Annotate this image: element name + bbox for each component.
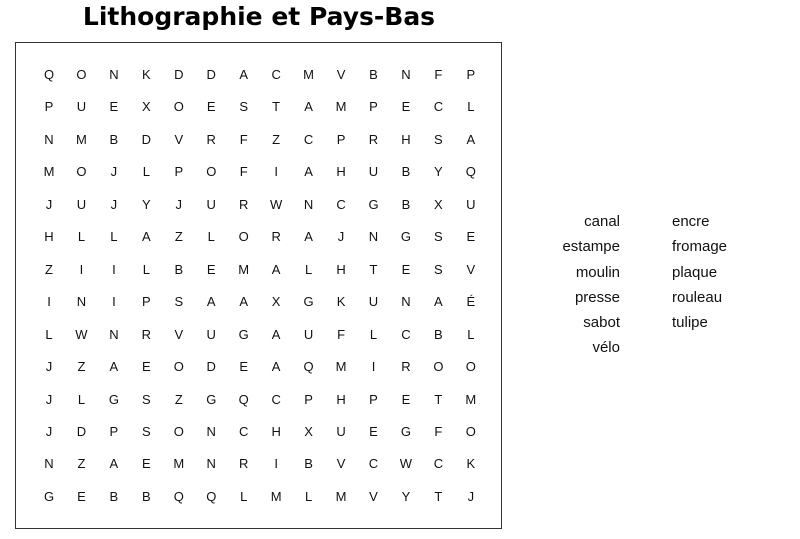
grid-letter[interactable]: I — [79, 261, 84, 277]
grid-letter[interactable]: L — [304, 488, 313, 504]
grid-letter[interactable]: K — [466, 456, 476, 472]
word-list-item: vélo — [592, 339, 620, 357]
grid-letter[interactable]: O — [76, 164, 87, 180]
grid-letter[interactable]: R — [238, 456, 249, 472]
grid-letter[interactable]: S — [142, 423, 151, 439]
grid-letter[interactable]: V — [336, 456, 346, 472]
grid-letter[interactable]: M — [303, 67, 315, 82]
grid-letter[interactable]: E — [369, 423, 378, 439]
grid-letter[interactable]: Y — [401, 488, 411, 504]
grid-letter[interactable]: C — [303, 131, 314, 147]
grid-letter[interactable]: U — [336, 423, 346, 439]
grid-letter[interactable]: G — [43, 488, 55, 504]
grid-letter[interactable]: P — [142, 294, 151, 310]
grid-letter[interactable]: M — [335, 359, 347, 375]
grid-letter[interactable]: O — [76, 67, 87, 82]
grid-letter[interactable]: X — [271, 294, 281, 310]
grid-letter[interactable]: A — [304, 229, 313, 245]
grid-letter[interactable]: M — [270, 488, 282, 504]
grid-letter[interactable]: G — [303, 294, 314, 310]
grid-letter[interactable]: S — [239, 99, 249, 115]
grid-letter[interactable]: Y — [434, 164, 443, 180]
grid-letter[interactable]: R — [206, 131, 216, 147]
grid-letter[interactable]: O — [173, 99, 184, 115]
grid-letter[interactable]: E — [401, 99, 411, 115]
grid-letter[interactable]: N — [401, 67, 411, 82]
word-list-item: moulin — [575, 263, 620, 281]
grid-letter[interactable]: D — [141, 131, 152, 147]
grid-letter[interactable]: Q — [238, 391, 249, 407]
grid-letter[interactable]: B — [174, 261, 184, 277]
grid-letter[interactable]: L — [142, 164, 150, 180]
grid-letter[interactable]: C — [336, 196, 346, 212]
grid-letter[interactable]: P — [369, 391, 378, 407]
grid-letter[interactable]: E — [77, 488, 86, 504]
grid-letter[interactable]: J — [45, 391, 53, 407]
grid-letter[interactable]: Q — [206, 488, 217, 504]
grid-letter[interactable]: N — [109, 67, 119, 82]
grid-letter[interactable]: F — [434, 67, 443, 82]
grid-letter[interactable]: Z — [174, 391, 183, 407]
grid-letter[interactable]: L — [77, 391, 86, 407]
grid-letter[interactable]: E — [142, 359, 151, 375]
grid-letter[interactable]: C — [433, 99, 444, 115]
grid-letter[interactable]: E — [401, 261, 411, 277]
grid-letter[interactable]: P — [174, 164, 184, 180]
grid-letter[interactable]: X — [434, 196, 443, 212]
grid-letter[interactable]: C — [271, 391, 281, 407]
grid-letter[interactable]: L — [45, 326, 53, 342]
grid-letter[interactable]: D — [206, 67, 216, 82]
grid-letter[interactable]: R — [141, 326, 152, 342]
grid-letter[interactable]: O — [433, 359, 444, 375]
grid-letter[interactable]: A — [239, 294, 249, 310]
grid-letter[interactable]: N — [206, 423, 216, 439]
grid-letter[interactable]: N — [303, 196, 314, 212]
grid-letter[interactable]: H — [336, 164, 346, 180]
grid-letter[interactable]: T — [434, 488, 443, 504]
grid-letter[interactable]: R — [401, 359, 411, 375]
grid-letter[interactable]: N — [368, 229, 379, 245]
grid-letter[interactable]: I — [112, 261, 116, 277]
word-list-item: sabot — [583, 314, 620, 332]
grid-letter[interactable]: U — [368, 294, 379, 310]
grid-letter[interactable]: H — [336, 391, 346, 407]
grid-letter[interactable]: H — [401, 131, 411, 147]
grid-letter[interactable]: Z — [45, 261, 53, 277]
grid-letter[interactable]: F — [239, 164, 248, 180]
grid-letter[interactable]: B — [401, 164, 411, 180]
grid-letter[interactable]: X — [142, 99, 151, 115]
grid-letter[interactable]: U — [206, 196, 216, 212]
grid-letter[interactable]: N — [401, 294, 411, 310]
grid-letter[interactable]: H — [336, 261, 346, 277]
grid-letter[interactable]: L — [110, 229, 118, 245]
grid-letter[interactable]: B — [109, 131, 119, 147]
grid-letter[interactable]: P — [109, 423, 119, 439]
grid-letter[interactable]: A — [304, 99, 313, 115]
grid-letter[interactable]: W — [399, 456, 413, 472]
grid-letter[interactable]: L — [467, 99, 475, 115]
word-list-item: presse — [574, 288, 620, 306]
grid-letter[interactable]: M — [335, 488, 347, 504]
grid-letter[interactable]: V — [369, 488, 378, 504]
grid-letter[interactable]: G — [238, 326, 249, 342]
grid-letter[interactable]: J — [467, 488, 475, 504]
grid-letter[interactable]: S — [434, 131, 443, 147]
grid-letter[interactable]: A — [109, 456, 119, 472]
grid-letter[interactable]: O — [206, 164, 217, 180]
grid-letter[interactable]: Z — [77, 359, 86, 375]
grid-letter[interactable]: F — [239, 131, 248, 147]
word-list-left — [562, 212, 620, 364]
grid-letter[interactable]: K — [142, 67, 151, 82]
grid-letter[interactable]: U — [466, 196, 476, 212]
grid-letter[interactable]: C — [238, 423, 249, 439]
word-list-item: tulipe — [672, 314, 708, 332]
grid-letter[interactable]: S — [434, 261, 443, 277]
grid-letter[interactable]: L — [77, 229, 86, 245]
grid-letter[interactable]: A — [434, 294, 443, 310]
grid-letter[interactable]: E — [239, 359, 249, 375]
grid-letter[interactable]: H — [271, 423, 281, 439]
word-list-right — [672, 212, 727, 338]
grid-letter[interactable]: F — [434, 423, 443, 439]
grid-letter[interactable]: C — [401, 326, 411, 342]
grid-letter[interactable]: D — [76, 423, 87, 439]
grid-letter[interactable]: T — [369, 261, 378, 277]
grid-letter[interactable]: P — [336, 131, 346, 147]
grid-letter[interactable]: I — [274, 456, 278, 472]
puzzle-title: Lithographie et Pays-Bas — [82, 2, 436, 31]
grid-letter[interactable]: B — [142, 488, 151, 504]
grid-letter[interactable]: J — [45, 423, 53, 439]
grid-letter[interactable]: A — [271, 359, 281, 375]
grid-letter[interactable]: W — [270, 196, 283, 212]
grid-letter[interactable]: U — [303, 326, 314, 342]
grid-letter[interactable]: P — [44, 99, 54, 115]
grid-letter[interactable]: I — [47, 294, 51, 310]
grid-letter[interactable]: U — [76, 196, 87, 212]
grid-letter[interactable]: M — [43, 164, 55, 180]
grid-letter[interactable]: G — [400, 423, 411, 439]
grid-letter[interactable]: Y — [142, 196, 151, 212]
word-list-item: canal — [584, 213, 620, 230]
grid-letter[interactable]: D — [206, 359, 216, 375]
grid-letter[interactable]: A — [109, 359, 119, 375]
grid-letter[interactable]: O — [465, 359, 476, 375]
grid-letter[interactable]: T — [272, 99, 281, 115]
grid-letter[interactable]: Q — [465, 164, 476, 180]
grid-letter[interactable]: R — [368, 131, 379, 147]
grid-letter[interactable]: V — [174, 326, 184, 342]
grid-letter[interactable]: B — [401, 196, 411, 212]
grid-letter[interactable]: É — [466, 294, 476, 310]
grid-letter[interactable]: M — [173, 456, 185, 472]
grid-letter[interactable]: Q — [173, 488, 184, 504]
grid-letter[interactable]: E — [206, 99, 216, 115]
grid-letter[interactable]: G — [206, 391, 217, 407]
grid-letter[interactable]: A — [206, 294, 216, 310]
grid-letter[interactable]: B — [304, 456, 313, 472]
grid-letter[interactable]: E — [401, 391, 411, 407]
grid-letter[interactable]: J — [45, 359, 53, 375]
grid-letter[interactable]: Q — [303, 359, 314, 375]
grid-letter[interactable]: L — [369, 326, 378, 342]
grid-letter[interactable]: G — [108, 391, 119, 407]
word-list-item: estampe — [562, 238, 620, 256]
letter-grid — [15, 42, 502, 529]
grid-letter[interactable]: D — [174, 67, 184, 82]
grid-letter[interactable]: N — [44, 456, 54, 472]
grid-letter[interactable]: B — [434, 326, 443, 342]
grid-letter[interactable]: M — [76, 131, 87, 147]
grid-letter[interactable]: S — [174, 294, 184, 310]
grid-letter[interactable]: V — [336, 67, 346, 82]
grid-letter[interactable]: E — [466, 229, 476, 245]
grid-letter[interactable]: M — [465, 391, 477, 407]
grid-letter[interactable]: A — [466, 131, 476, 147]
grid-letter[interactable]: G — [368, 196, 379, 212]
grid-letter[interactable]: A — [271, 326, 281, 342]
grid-letter[interactable]: P — [304, 391, 313, 407]
grid-letter[interactable]: M — [238, 261, 250, 277]
grid-letter[interactable]: B — [369, 67, 378, 82]
grid-letter[interactable]: B — [109, 488, 119, 504]
grid-letter[interactable]: Q — [43, 67, 55, 82]
grid-letter[interactable]: F — [337, 326, 346, 342]
grid-letter[interactable]: G — [400, 229, 411, 245]
grid-letter[interactable]: R — [238, 196, 249, 212]
grid-letter[interactable]: C — [433, 456, 444, 472]
grid-letter[interactable]: J — [45, 196, 53, 212]
word-list-item: rouleau — [672, 288, 723, 306]
grid-letter[interactable]: Z — [174, 229, 183, 245]
grid-letter[interactable]: L — [207, 229, 215, 245]
word-list-item: plaque — [672, 263, 718, 281]
grid-letter[interactable]: S — [434, 229, 443, 245]
grid-letter[interactable]: X — [304, 423, 313, 439]
grid-letter[interactable]: C — [368, 456, 379, 472]
grid-letter[interactable]: U — [368, 164, 379, 180]
grid-letter[interactable]: J — [175, 196, 183, 212]
grid-letter[interactable]: W — [75, 326, 88, 342]
grid-letter[interactable]: O — [238, 229, 249, 245]
grid-letter[interactable]: I — [274, 164, 278, 180]
grid-letter[interactable]: E — [206, 261, 216, 277]
grid-letter[interactable]: N — [44, 131, 54, 147]
grid-letter[interactable]: E — [142, 456, 151, 472]
grid-letter[interactable]: M — [335, 99, 347, 115]
grid-letter[interactable]: E — [109, 99, 119, 115]
grid-letter[interactable]: L — [467, 326, 475, 342]
grid-letter[interactable]: P — [466, 67, 476, 82]
grid-letter[interactable]: A — [239, 67, 249, 82]
grid-letter[interactable]: U — [76, 99, 87, 115]
grid-letter[interactable]: Z — [77, 456, 86, 472]
grid-letter[interactable]: A — [271, 261, 281, 277]
grid-letter[interactable]: L — [142, 261, 150, 277]
grid-letter[interactable]: N — [206, 456, 216, 472]
grid-letter[interactable]: L — [304, 261, 313, 277]
grid-letter[interactable]: U — [206, 326, 216, 342]
grid-letter[interactable]: V — [466, 261, 476, 277]
grid-letter[interactable]: H — [44, 229, 54, 245]
grid-letter[interactable]: R — [271, 229, 281, 245]
grid-letter[interactable]: O — [173, 423, 184, 439]
grid-letter[interactable]: I — [112, 294, 116, 310]
grid-letter[interactable]: J — [110, 196, 118, 212]
word-list-item: fromage — [672, 238, 728, 256]
grid-letter[interactable]: T — [434, 391, 443, 407]
grid-letter[interactable]: V — [174, 131, 184, 147]
grid-letter[interactable]: K — [336, 294, 346, 310]
grid-letter[interactable]: L — [240, 488, 248, 504]
grid-letter[interactable]: A — [142, 229, 151, 245]
grid-letter[interactable]: C — [271, 67, 281, 82]
word-list-item: encre — [672, 213, 710, 230]
grid-letter[interactable]: N — [109, 326, 119, 342]
grid-letter[interactable]: J — [337, 229, 345, 245]
grid-letter[interactable]: Z — [272, 131, 281, 147]
grid-letter[interactable]: J — [110, 164, 118, 180]
grid-letter[interactable]: A — [304, 164, 313, 180]
grid-letter[interactable]: P — [369, 99, 378, 115]
grid-letter[interactable]: S — [142, 391, 151, 407]
grid-letter[interactable]: O — [465, 423, 476, 439]
grid-letter[interactable]: N — [76, 294, 87, 310]
grid-letter[interactable]: I — [371, 359, 376, 375]
grid-letter[interactable]: O — [173, 359, 184, 375]
